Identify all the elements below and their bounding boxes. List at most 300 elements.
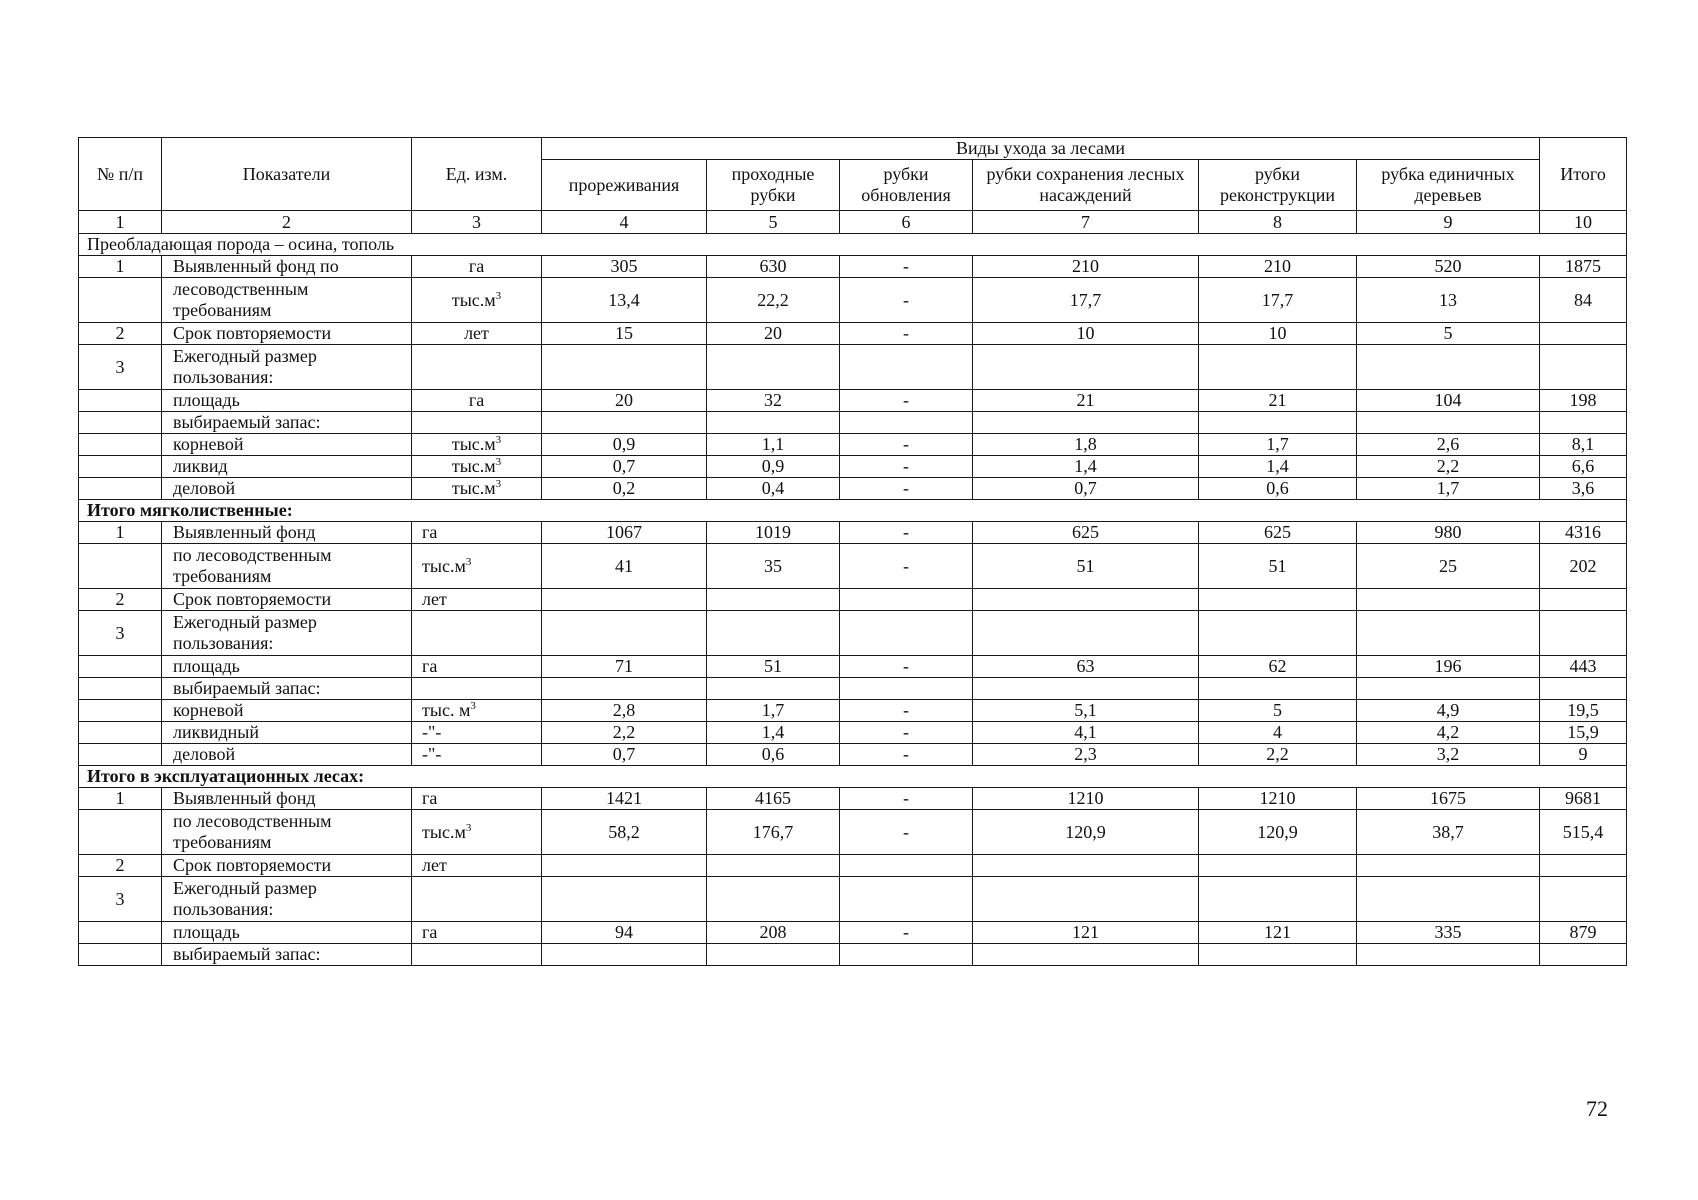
value-cell: 1,7 (1357, 478, 1540, 500)
table-row (79, 810, 1627, 855)
value-cell: - (840, 278, 973, 323)
value-cell: 1,7 (707, 700, 840, 722)
row-indicator: деловой (162, 744, 412, 766)
total-cell: 202 (1540, 544, 1627, 589)
value-cell: - (840, 434, 973, 456)
value-cell: 1,4 (1199, 456, 1357, 478)
total-cell (1540, 877, 1627, 922)
value-cell: 1,4 (973, 456, 1199, 478)
table-row (79, 323, 1627, 345)
value-cell: - (840, 788, 973, 810)
value-cell: 1421 (542, 788, 707, 810)
value-cell (1357, 345, 1540, 390)
row-unit (412, 522, 542, 544)
value-cell: 4,1 (973, 722, 1199, 744)
value-cell: - (840, 810, 973, 855)
row-number (79, 278, 162, 323)
value-cell: 210 (973, 256, 1199, 278)
row-indicator: Ежегодный размер пользования: (162, 877, 412, 922)
row-number: 1 (79, 522, 162, 544)
table-row (79, 922, 1627, 944)
table-row (79, 478, 1627, 500)
value-cell: 2,6 (1357, 434, 1540, 456)
row-unit (412, 478, 542, 500)
row-unit (412, 678, 542, 700)
column-number-cell: 3 (412, 211, 542, 234)
row-indicator: Выявленный фонд (162, 788, 412, 810)
row-unit (412, 700, 542, 722)
value-cell (1357, 589, 1540, 611)
total-cell: 15,9 (1540, 722, 1627, 744)
value-cell: 51 (973, 544, 1199, 589)
value-cell (973, 611, 1199, 656)
value-cell: 41 (542, 544, 707, 589)
column-number-cell: 2 (162, 211, 412, 234)
value-cell: 176,7 (707, 810, 840, 855)
total-cell: 9 (1540, 744, 1627, 766)
value-cell: - (840, 656, 973, 678)
unit-text: га (422, 788, 438, 808)
total-cell: 84 (1540, 278, 1627, 323)
row-unit (412, 390, 542, 412)
row-indicator: выбираемый запас: (162, 678, 412, 700)
unit-text: -"- (422, 722, 442, 742)
value-cell: 1,8 (973, 434, 1199, 456)
value-cell: 625 (973, 522, 1199, 544)
value-cell: 1,7 (1199, 434, 1357, 456)
value-cell (1199, 589, 1357, 611)
value-cell (1199, 345, 1357, 390)
row-number: 1 (79, 256, 162, 278)
value-cell (840, 877, 973, 922)
value-cell (1199, 944, 1357, 966)
unit-text: -"- (422, 744, 442, 764)
table-row (79, 744, 1627, 766)
table-row (79, 788, 1627, 810)
row-unit (412, 323, 542, 345)
value-cell: 0,2 (542, 478, 707, 500)
row-indicator: по лесоводственным требованиям (162, 544, 412, 589)
value-cell: 1,1 (707, 434, 840, 456)
total-cell: 3,6 (1540, 478, 1627, 500)
row-number: 1 (79, 788, 162, 810)
unit-text: тыс.м (451, 289, 496, 310)
row-number (79, 456, 162, 478)
row-number (79, 656, 162, 678)
value-cell (1199, 678, 1357, 700)
section-title: Преобладающая порода – осина, тополь (79, 234, 1627, 256)
value-cell (1199, 412, 1357, 434)
value-cell: - (840, 522, 973, 544)
value-cell (840, 855, 973, 877)
care-types-table (78, 137, 1627, 966)
total-cell (1540, 855, 1627, 877)
row-unit (412, 412, 542, 434)
row-indicator: выбираемый запас: (162, 412, 412, 434)
unit-text: лет (422, 855, 447, 875)
value-cell: 196 (1357, 656, 1540, 678)
table-row (79, 656, 1627, 678)
unit-text: тыс. м (422, 700, 471, 720)
total-cell: 443 (1540, 656, 1627, 678)
value-cell (707, 944, 840, 966)
header-indicator: Показатели (162, 138, 412, 211)
unit-text: га (422, 522, 438, 542)
total-cell: 8,1 (1540, 434, 1627, 456)
total-cell (1540, 412, 1627, 434)
header-type-reconstruction-cutting: рубки реконструкции (1199, 160, 1357, 211)
section-header-row (79, 234, 1627, 256)
value-cell: 4,2 (1357, 722, 1540, 744)
row-unit (412, 544, 542, 589)
column-number-cell: 7 (973, 211, 1199, 234)
value-cell (973, 589, 1199, 611)
value-cell: 2,2 (1357, 456, 1540, 478)
value-cell: 62 (1199, 656, 1357, 678)
header-total: Итого (1540, 138, 1627, 211)
value-cell (973, 678, 1199, 700)
value-cell (840, 678, 973, 700)
unit-text: тыс.м (422, 555, 466, 576)
table-row (79, 256, 1627, 278)
row-indicator: Срок повторяемости (162, 855, 412, 877)
value-cell: 210 (1199, 256, 1357, 278)
total-cell (1540, 589, 1627, 611)
value-cell: 38,7 (1357, 810, 1540, 855)
total-cell (1540, 678, 1627, 700)
value-cell (973, 877, 1199, 922)
value-cell (542, 877, 707, 922)
row-unit (412, 855, 542, 877)
column-number-cell: 6 (840, 211, 973, 234)
value-cell: 520 (1357, 256, 1540, 278)
column-number-cell: 4 (542, 211, 707, 234)
row-number (79, 700, 162, 722)
row-unit (412, 434, 542, 456)
value-cell: 1019 (707, 522, 840, 544)
value-cell (973, 412, 1199, 434)
table-row (79, 390, 1627, 412)
value-cell: 2,3 (973, 744, 1199, 766)
value-cell: - (840, 390, 973, 412)
value-cell (707, 611, 840, 656)
row-indicator: площадь (162, 922, 412, 944)
value-cell (542, 678, 707, 700)
row-number (79, 478, 162, 500)
row-unit (412, 810, 542, 855)
row-number: 2 (79, 855, 162, 877)
row-number (79, 744, 162, 766)
table-row (79, 877, 1627, 922)
unit-exponent: 3 (495, 456, 502, 468)
header-type-thinning: прореживания (542, 160, 707, 211)
value-cell: 630 (707, 256, 840, 278)
row-number (79, 434, 162, 456)
row-unit (412, 656, 542, 678)
row-indicator: Срок повторяемости (162, 589, 412, 611)
value-cell: 94 (542, 922, 707, 944)
value-cell: 35 (707, 544, 840, 589)
table-row (79, 855, 1627, 877)
row-number: 3 (79, 611, 162, 656)
header-num: № п/п (79, 138, 162, 211)
value-cell: - (840, 700, 973, 722)
value-cell: - (840, 256, 973, 278)
section-header-row (79, 766, 1627, 788)
value-cell (1357, 611, 1540, 656)
unit-text: тыс.м (451, 434, 496, 454)
value-cell: 0,6 (1199, 478, 1357, 500)
header-type-preservation-cutting: рубки сохранения лесных насаждений (973, 160, 1199, 211)
total-cell: 879 (1540, 922, 1627, 944)
value-cell: 25 (1357, 544, 1540, 589)
value-cell: 2,2 (1199, 744, 1357, 766)
header-care-types: Виды ухода за лесами (542, 138, 1540, 160)
value-cell (707, 412, 840, 434)
value-cell: 15 (542, 323, 707, 345)
row-unit (412, 788, 542, 810)
header-unit: Ед. изм. (412, 138, 542, 211)
unit-exponent: 3 (495, 434, 502, 446)
value-cell: 17,7 (973, 278, 1199, 323)
total-cell: 9681 (1540, 788, 1627, 810)
section-title: Итого мягколиственные: (79, 500, 1627, 522)
value-cell (707, 589, 840, 611)
row-number: 2 (79, 589, 162, 611)
value-cell (973, 944, 1199, 966)
row-unit (412, 922, 542, 944)
value-cell: 0,7 (542, 744, 707, 766)
table-row (79, 345, 1627, 390)
unit-exponent: 3 (465, 821, 472, 834)
value-cell (840, 589, 973, 611)
value-cell (707, 877, 840, 922)
section-title: Итого в эксплуатационных лесах: (79, 766, 1627, 788)
row-indicator: Выявленный фонд (162, 522, 412, 544)
table-row (79, 589, 1627, 611)
total-cell: 6,6 (1540, 456, 1627, 478)
value-cell (1357, 412, 1540, 434)
row-indicator: площадь (162, 390, 412, 412)
value-cell (840, 944, 973, 966)
value-cell: 5 (1199, 700, 1357, 722)
value-cell: 5,1 (973, 700, 1199, 722)
value-cell: - (840, 323, 973, 345)
value-cell: 1067 (542, 522, 707, 544)
table-row (79, 412, 1627, 434)
column-numbers-row (79, 211, 1627, 234)
section-header-row (79, 500, 1627, 522)
row-indicator: площадь (162, 656, 412, 678)
column-number-cell: 1 (79, 211, 162, 234)
value-cell: 0,7 (973, 478, 1199, 500)
value-cell: 13 (1357, 278, 1540, 323)
total-cell: 19,5 (1540, 700, 1627, 722)
row-indicator: ликвид (162, 456, 412, 478)
table-row (79, 678, 1627, 700)
value-cell: 4 (1199, 722, 1357, 744)
value-cell: - (840, 456, 973, 478)
value-cell: 2,8 (542, 700, 707, 722)
value-cell: 121 (973, 922, 1199, 944)
value-cell (707, 678, 840, 700)
value-cell: - (840, 744, 973, 766)
value-cell (1357, 678, 1540, 700)
row-indicator: Ежегодный размер пользования: (162, 611, 412, 656)
row-indicator: по лесоводственным требованиям (162, 810, 412, 855)
value-cell: 4165 (707, 788, 840, 810)
table-row (79, 456, 1627, 478)
value-cell: 17,7 (1199, 278, 1357, 323)
total-cell: 1875 (1540, 256, 1627, 278)
value-cell (1199, 611, 1357, 656)
row-unit (412, 611, 542, 656)
value-cell: 625 (1199, 522, 1357, 544)
value-cell (840, 345, 973, 390)
row-number: 3 (79, 345, 162, 390)
row-number (79, 944, 162, 966)
table-row (79, 544, 1627, 589)
table-row (79, 434, 1627, 456)
row-unit (412, 944, 542, 966)
value-cell: 0,7 (542, 456, 707, 478)
value-cell (840, 611, 973, 656)
row-number (79, 678, 162, 700)
value-cell: 305 (542, 256, 707, 278)
header-type-renewal-cutting: рубки обновления (840, 160, 973, 211)
page-number: 72 (1586, 1096, 1608, 1121)
value-cell (840, 412, 973, 434)
header-type-single-tree-cutting: рубка единичных деревьев (1357, 160, 1540, 211)
value-cell: 2,2 (542, 722, 707, 744)
value-cell: 0,4 (707, 478, 840, 500)
table-row (79, 278, 1627, 323)
total-cell: 515,4 (1540, 810, 1627, 855)
value-cell: - (840, 922, 973, 944)
value-cell: 120,9 (973, 810, 1199, 855)
value-cell (1199, 877, 1357, 922)
value-cell: - (840, 722, 973, 744)
row-number (79, 722, 162, 744)
column-number-cell: 5 (707, 211, 840, 234)
value-cell: 335 (1357, 922, 1540, 944)
row-number: 2 (79, 323, 162, 345)
row-indicator: выбираемый запас: (162, 944, 412, 966)
value-cell (1357, 877, 1540, 922)
value-cell (542, 611, 707, 656)
unit-text: га (468, 256, 485, 276)
value-cell: 208 (707, 922, 840, 944)
row-indicator: Выявленный фонд по (162, 256, 412, 278)
value-cell: 20 (542, 390, 707, 412)
unit-exponent: 3 (470, 700, 476, 712)
value-cell (707, 345, 840, 390)
row-unit (412, 744, 542, 766)
header-type-passage-cutting: проходные рубки (707, 160, 840, 211)
value-cell (707, 855, 840, 877)
table-row (79, 944, 1627, 966)
total-cell (1540, 345, 1627, 390)
unit-text: тыс.м (451, 456, 496, 476)
table-row (79, 611, 1627, 656)
row-indicator: лесоводственным требованиям (162, 278, 412, 323)
value-cell: 51 (707, 656, 840, 678)
row-indicator: Срок повторяемости (162, 323, 412, 345)
value-cell (542, 345, 707, 390)
total-cell (1540, 323, 1627, 345)
value-cell: 4,9 (1357, 700, 1540, 722)
value-cell: 21 (973, 390, 1199, 412)
row-number (79, 390, 162, 412)
value-cell: 58,2 (542, 810, 707, 855)
value-cell: 10 (973, 323, 1199, 345)
row-unit (412, 722, 542, 744)
row-unit (412, 278, 542, 323)
row-indicator: ликвидный (162, 722, 412, 744)
value-cell: 5 (1357, 323, 1540, 345)
value-cell (1357, 944, 1540, 966)
value-cell (1357, 855, 1540, 877)
value-cell: 63 (973, 656, 1199, 678)
table-row (79, 522, 1627, 544)
column-number-cell: 8 (1199, 211, 1357, 234)
value-cell: 32 (707, 390, 840, 412)
unit-text: лет (422, 589, 447, 609)
unit-text: га (422, 656, 438, 676)
value-cell: 980 (1357, 522, 1540, 544)
row-number (79, 810, 162, 855)
total-cell: 198 (1540, 390, 1627, 412)
value-cell: 1210 (973, 788, 1199, 810)
value-cell: - (840, 544, 973, 589)
total-cell: 4316 (1540, 522, 1627, 544)
table-row (79, 700, 1627, 722)
row-number: 3 (79, 877, 162, 922)
row-unit (412, 256, 542, 278)
table-row (79, 722, 1627, 744)
row-indicator: Ежегодный размер пользования: (162, 345, 412, 390)
unit-text: га (422, 922, 438, 942)
value-cell: 22,2 (707, 278, 840, 323)
value-cell: 20 (707, 323, 840, 345)
value-cell: - (840, 478, 973, 500)
row-indicator: корневой (162, 434, 412, 456)
value-cell: 21 (1199, 390, 1357, 412)
column-number-cell: 9 (1357, 211, 1540, 234)
unit-text: тыс.м (422, 821, 466, 842)
row-number (79, 412, 162, 434)
value-cell (973, 345, 1199, 390)
value-cell: 0,6 (707, 744, 840, 766)
row-indicator: корневой (162, 700, 412, 722)
value-cell (542, 855, 707, 877)
unit-text: лет (464, 323, 489, 343)
value-cell: 10 (1199, 323, 1357, 345)
value-cell (542, 589, 707, 611)
value-cell: 51 (1199, 544, 1357, 589)
unit-exponent: 3 (465, 555, 472, 568)
value-cell (542, 412, 707, 434)
row-unit (412, 345, 542, 390)
value-cell: 3,2 (1357, 744, 1540, 766)
value-cell: 121 (1199, 922, 1357, 944)
row-indicator: деловой (162, 478, 412, 500)
value-cell: 13,4 (542, 278, 707, 323)
row-unit (412, 456, 542, 478)
total-cell (1540, 944, 1627, 966)
unit-exponent: 3 (495, 289, 502, 302)
row-number (79, 544, 162, 589)
